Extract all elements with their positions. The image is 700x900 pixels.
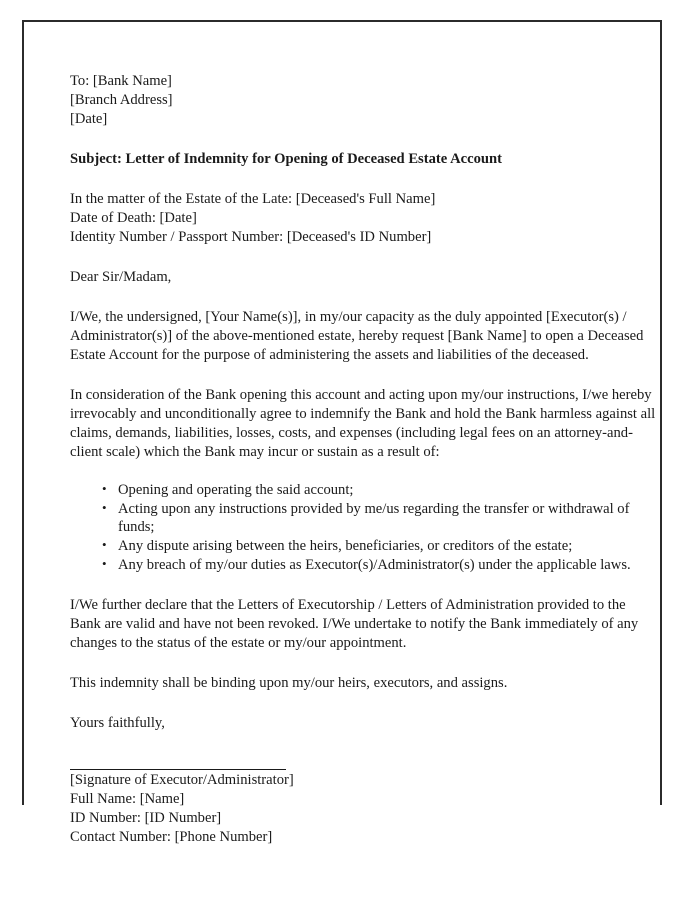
estate-detail-id-number: Identity Number / Passport Number: [Deceased's ID Number] [70,228,432,245]
estate-details-block [70,190,660,247]
salutation: Dear Sir/Madam, [70,268,172,285]
paragraph-declaration: I/We further declare that the Letters of Executorship / Letters of Administration provided to the Bank are valid and have not been revoked. I/We undertake to notify the Bank immediately of any changes to the status of the estate or my/our appointment. [70,597,639,652]
recipient-line-bank: To: [Bank Name] [70,73,172,89]
signatory-full-name: Full Name: [Name] [70,791,185,808]
valediction: Yours faithfully, [70,715,165,732]
document-page [22,20,662,846]
list-item: • Acting upon any instructions provided by me/us regarding the transfer or withdrawal of funds; [106,500,660,538]
indemnity-bullet-list [70,481,660,576]
recipient-line-date: [Date] [70,110,108,127]
list-item: • Opening and operating the said account; [106,481,660,500]
recipient-block [70,72,660,129]
paragraph-binding-clause: This indemnity shall be binding upon my/our heirs, executors, and assigns. [70,675,508,692]
signatory-contact-number: Contact Number: [Phone Number] [70,829,273,846]
signature-rule [70,769,286,770]
subject-line: Subject: Letter of Indemnity for Opening of Deceased Estate Account [70,150,502,167]
paragraph-indemnity: In consideration of the Bank opening this account and acting upon my/our instructions, I/we hereby irrevocably and unconditionally agree to indemnify the Bank and hold the Bank harmless against all claims, demands, liabilities, losses, costs, and expenses (including legal fees on an attorney-and-client scale) which the Bank may incur or sustain as a result of: [70,386,656,460]
document-body [70,72,660,847]
estate-detail-deceased-name: In the matter of the Estate of the Late: [Deceased's Full Name] [70,190,436,207]
recipient-line-branch-address: [Branch Address] [70,91,173,108]
estate-detail-date-of-death: Date of Death: [Date] [70,209,197,226]
signatory-id-number: ID Number: [ID Number] [70,810,222,827]
signature-block [70,769,660,847]
list-item: • Any dispute arising between the heirs, beneficiaries, or creditors of the estate; [106,537,660,556]
list-item: • Any breach of my/our duties as Executor(s)/Administrator(s) under the applicable laws. [106,556,660,575]
paragraph-request: I/We, the undersigned, [Your Name(s)], in my/our capacity as the duly appointed [Executor(s) / Administrator(s)] of the above-mentioned estate, hereby request [Bank Name] to open a Deceased Estate Account for the purpose of administering the assets and liabilities of the deceased. [70,308,644,363]
signature-caption: [Signature of Executor/Administrator] [70,772,294,789]
